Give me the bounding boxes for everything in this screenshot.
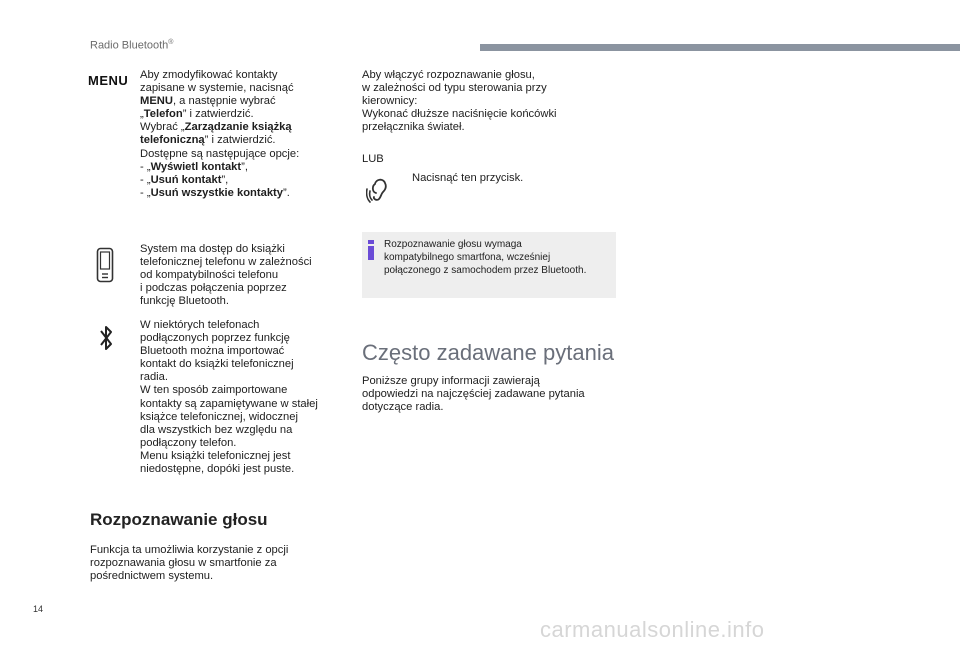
text-line: Aby włączyć rozpoznawanie głosu, — [362, 69, 535, 81]
text-line: pośrednictwem systemu. — [90, 570, 214, 583]
text-line: Wykonać dłuższe naciśnięcie końcówki — [362, 108, 557, 121]
text-line: i podczas połączenia poprzez — [140, 282, 287, 295]
info-line: Rozpoznawanie głosu wymaga — [384, 239, 522, 250]
text-line: podłączonych poprzez funkcję — [140, 332, 290, 345]
text-line: Bluetooth można importować — [140, 345, 285, 358]
option-delete-contact: - „Usuń kontakt”, — [140, 173, 229, 186]
text-line: podłączony telefon. — [140, 436, 237, 449]
menu-icon: MENU — [88, 73, 129, 88]
text-line: książce telefonicznej, widocznej — [140, 410, 298, 423]
header-title: Radio Bluetooth® — [90, 39, 174, 52]
faq-text — [362, 375, 612, 414]
info-icon — [368, 240, 374, 260]
text-line: System ma dostęp do książki — [140, 243, 285, 255]
voice-activation-text — [362, 69, 612, 134]
text-line: kierownicy: — [362, 95, 418, 108]
faq-heading: Często zadawane pytania — [362, 340, 614, 365]
text-line: dotyczące radia. — [362, 401, 444, 414]
or-label: LUB — [362, 153, 384, 165]
page-number: 14 — [33, 604, 44, 614]
text-line: przełącznika świateł. — [362, 121, 465, 134]
menu-instructions: Aby zmodyfikować kontakty zapisane w systemie, nacisnąć MENU, a następnie wybrać „Telefon” i zatwierdzić. Wybrać „Zarządzanie książką telefoniczną” i zatwierdzić. Dostępne są następujące opcje: - „Wyświetl kontakt”, - „Usuń kontakt”, - „Usuń wszystkie kontakty”. — [140, 69, 350, 200]
text-line: rozpoznawania głosu w smartfonie za — [90, 557, 277, 570]
phone-icon — [96, 247, 114, 283]
text-line: Funkcja ta umożliwia korzystanie z opcji — [90, 544, 289, 556]
phonebook-text — [140, 243, 350, 308]
info-line: kompatybilnego smartfona, wcześniej — [384, 251, 551, 263]
text-line: od kompatybilności telefonu — [140, 269, 279, 282]
text-line: kontakt do książki telefonicznej — [140, 358, 294, 371]
watermark: carmanualsonline.info — [540, 617, 765, 642]
bluetooth-text — [140, 319, 350, 476]
voice-recognition-heading: Rozpoznawanie głosu — [90, 510, 268, 529]
text-line: telefonicznej telefonu w zależności — [140, 256, 312, 269]
voice-recognition-text — [90, 544, 350, 583]
text-line: Menu książki telefonicznej jest — [140, 449, 291, 462]
info-box — [362, 232, 616, 298]
text-line: dla wszystkich bez względu na — [140, 423, 293, 436]
text-line: W ten sposób zaimportowane — [140, 384, 288, 397]
info-text — [384, 239, 586, 277]
text-line: Poniższe grupy informacji zawierają — [362, 375, 540, 387]
text-line: W niektórych telefonach — [140, 319, 260, 331]
text-line: funkcję Bluetooth. — [140, 295, 229, 308]
text-line: odpowiedzi na najczęściej zadawane pytania — [362, 388, 585, 401]
text-line: radia. — [140, 371, 168, 384]
press-button-text: Nacisnąć ten przycisk. — [412, 172, 524, 184]
header-bar — [480, 44, 960, 51]
info-line: połączonego z samochodem przez Bluetooth. — [384, 264, 587, 276]
text-line: w zależności od typu sterowania przy — [362, 82, 547, 95]
text-line: niedostępne, dopóki jest puste. — [140, 463, 295, 476]
voice-command-icon — [366, 175, 398, 203]
option-show-contact: - „Wyświetl kontakt”, — [140, 160, 248, 173]
text-line: kontakty są zapamiętywane w stałej — [140, 397, 318, 410]
bluetooth-icon — [99, 324, 113, 352]
option-delete-all-contacts: - „Usuń wszystkie kontakty”. — [140, 186, 290, 199]
